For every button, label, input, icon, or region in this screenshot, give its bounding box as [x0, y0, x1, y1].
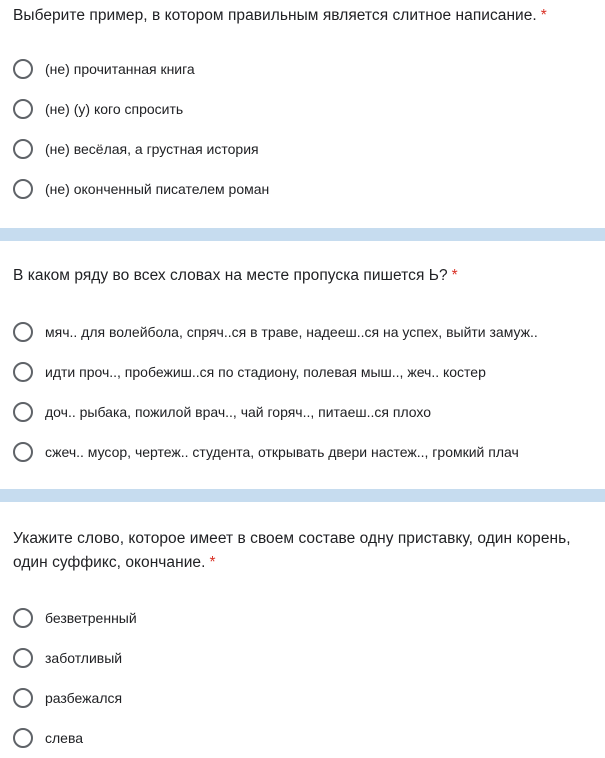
radio-button[interactable] — [13, 728, 33, 748]
option-label: заботливый — [45, 650, 123, 666]
question-title — [13, 4, 585, 28]
question-2 — [0, 257, 605, 460]
radio-button[interactable] — [13, 402, 33, 422]
section-divider — [0, 228, 605, 241]
options-list — [13, 49, 605, 209]
radio-button[interactable] — [13, 608, 33, 628]
question-title — [13, 527, 585, 575]
radio-button[interactable] — [13, 99, 33, 119]
option-label: идти проч.., пробежиш..ся по стадиону, полевая мыш.., жеч.. костер — [45, 364, 486, 380]
option-label: сжеч.. мусор, чертеж.. студента, открывать двери настеж.., громкий плач — [45, 444, 519, 460]
radio-button[interactable] — [13, 648, 33, 668]
radio-button[interactable] — [13, 688, 33, 708]
radio-button[interactable] — [13, 322, 33, 342]
radio-option[interactable] — [13, 678, 605, 718]
radio-option[interactable] — [13, 718, 605, 758]
radio-option[interactable] — [13, 352, 605, 392]
required-asterisk: * — [209, 554, 216, 571]
radio-option[interactable] — [13, 598, 605, 638]
section-divider — [0, 489, 605, 502]
option-label: безветренный — [45, 610, 137, 626]
question-text: В каком ряду во всех словах на месте пропуска пишется Ь? — [13, 267, 448, 284]
radio-option[interactable] — [13, 129, 605, 169]
required-asterisk: * — [540, 7, 547, 24]
question-3 — [0, 519, 605, 746]
question-title — [13, 264, 585, 288]
option-label: мяч.. для волейбола, спряч..ся в траве, надееш..ся на успех, выйти замуж.. — [45, 324, 538, 340]
radio-option[interactable] — [13, 169, 605, 209]
radio-option[interactable] — [13, 89, 605, 129]
radio-option[interactable] — [13, 312, 605, 352]
radio-button[interactable] — [13, 139, 33, 159]
radio-option[interactable] — [13, 432, 605, 472]
question-text: Укажите слово, которое имеет в своем составе одну приставку, один корень, один суффикс, окончание. — [13, 530, 571, 571]
required-asterisk: * — [451, 267, 458, 284]
option-label: доч.. рыбака, пожилой врач.., чай горяч.., питаеш..ся плохо — [45, 404, 432, 420]
option-label: разбежался — [45, 690, 123, 706]
option-label: (не) весёлая, а грустная история — [45, 141, 259, 157]
options-list — [13, 598, 605, 758]
radio-option[interactable] — [13, 638, 605, 678]
question-1 — [0, 0, 605, 197]
option-label: (не) (у) кого спросить — [45, 101, 184, 117]
radio-button[interactable] — [13, 362, 33, 382]
radio-button[interactable] — [13, 179, 33, 199]
option-label: (не) прочитанная книга — [45, 61, 195, 77]
question-text: Выберите пример, в котором правильным является слитное написание. — [13, 7, 537, 24]
radio-button[interactable] — [13, 59, 33, 79]
option-label: слева — [45, 730, 84, 746]
options-list — [13, 312, 605, 472]
radio-option[interactable] — [13, 392, 605, 432]
radio-button[interactable] — [13, 442, 33, 462]
radio-option[interactable] — [13, 49, 605, 89]
option-label: (не) оконченный писателем роман — [45, 181, 270, 197]
